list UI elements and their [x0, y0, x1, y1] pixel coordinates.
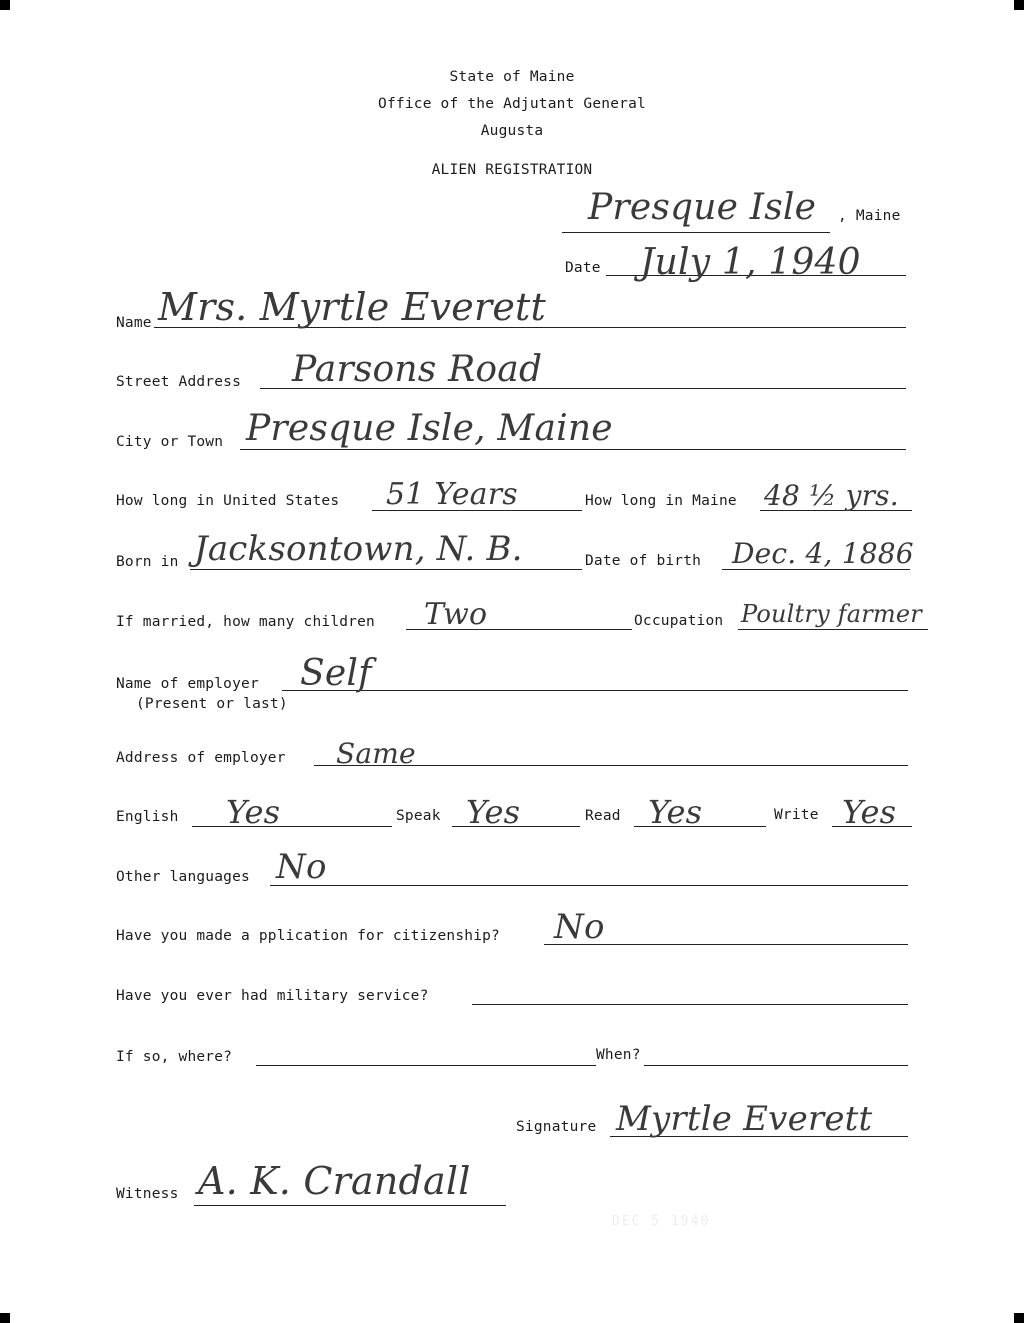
place-line	[562, 232, 830, 233]
military-service-line	[472, 1004, 908, 1005]
employer-address-value[interactable]: Same	[336, 737, 416, 770]
header-office: Office of the Adjutant General	[378, 96, 646, 112]
born-in-value[interactable]: Jacksontown, N. B.	[194, 529, 523, 569]
speak-label: Speak	[396, 808, 441, 824]
scan-corner-mark	[0, 0, 10, 10]
date-of-birth-value[interactable]: Dec. 4, 1886	[732, 537, 914, 570]
city-line	[240, 449, 906, 450]
citizenship-value[interactable]: No	[554, 907, 605, 947]
witness-label: Witness	[116, 1186, 179, 1202]
employer-address-label: Address of employer	[116, 750, 286, 766]
signature-label: Signature	[516, 1119, 597, 1135]
english-line	[192, 826, 392, 827]
signature-value[interactable]: Myrtle Everett	[616, 1099, 873, 1139]
if-so-where-label: If so, where?	[116, 1049, 233, 1065]
witness-line	[194, 1205, 506, 1206]
military-service-label: Have you ever had military service?	[116, 988, 429, 1004]
street-address-label: Street Address	[116, 374, 242, 390]
place-suffix-label: , Maine	[838, 208, 901, 224]
children-label: If married, how many children	[116, 614, 375, 630]
street-address-value[interactable]: Parsons Road	[292, 349, 543, 390]
other-languages-line	[270, 885, 908, 886]
city-label: City or Town	[116, 434, 224, 450]
date-value[interactable]: July 1, 1940	[640, 242, 861, 283]
header-state: State of Maine	[449, 69, 575, 85]
occupation-label: Occupation	[634, 613, 724, 629]
citizenship-label: Have you made a pplication for citizenship?	[116, 928, 500, 944]
place-value[interactable]: Presque Isle	[588, 187, 817, 228]
born-in-label: Born in	[116, 554, 179, 570]
when-line	[644, 1065, 908, 1066]
date-label: Date	[565, 260, 601, 276]
scan-corner-mark	[0, 1313, 10, 1323]
occupation-line	[738, 629, 928, 630]
employer-name-sublabel: (Present or last)	[136, 696, 288, 712]
other-languages-value[interactable]: No	[276, 847, 327, 887]
city-value[interactable]: Presque Isle, Maine	[246, 408, 613, 449]
other-languages-label: Other languages	[116, 869, 250, 885]
how-long-maine-label: How long in Maine	[585, 493, 737, 509]
received-stamp: DEC 5 1940	[612, 1214, 711, 1229]
speak-value[interactable]: Yes	[466, 793, 521, 831]
write-label: Write	[774, 807, 819, 823]
header-city: Augusta	[480, 123, 544, 139]
born-in-line	[190, 569, 582, 570]
name-value[interactable]: Mrs. Myrtle Everett	[158, 285, 546, 329]
witness-value[interactable]: A. K. Crandall	[198, 1159, 471, 1203]
if-so-where-line	[256, 1065, 596, 1066]
date-of-birth-label: Date of birth	[585, 553, 702, 569]
english-label: English	[116, 809, 179, 825]
children-value[interactable]: Two	[424, 597, 488, 632]
english-value[interactable]: Yes	[226, 793, 281, 831]
form-title: ALIEN REGISTRATION	[431, 162, 593, 178]
how-long-us-label: How long in United States	[116, 493, 340, 509]
how-long-maine-value[interactable]: 48 ½ yrs.	[764, 479, 899, 512]
employer-name-label: Name of employer	[116, 676, 259, 692]
read-label: Read	[585, 808, 621, 824]
scan-corner-mark	[1014, 0, 1024, 10]
when-label: When?	[596, 1047, 641, 1063]
name-label: Name	[116, 315, 152, 331]
how-long-us-value[interactable]: 51 Years	[386, 477, 518, 512]
write-value[interactable]: Yes	[842, 793, 897, 831]
read-value[interactable]: Yes	[648, 793, 703, 831]
occupation-value[interactable]: Poultry farmer	[741, 600, 922, 628]
employer-name-value[interactable]: Self	[300, 653, 372, 694]
employer-name-line	[282, 690, 908, 691]
scan-corner-mark	[1014, 1313, 1024, 1323]
